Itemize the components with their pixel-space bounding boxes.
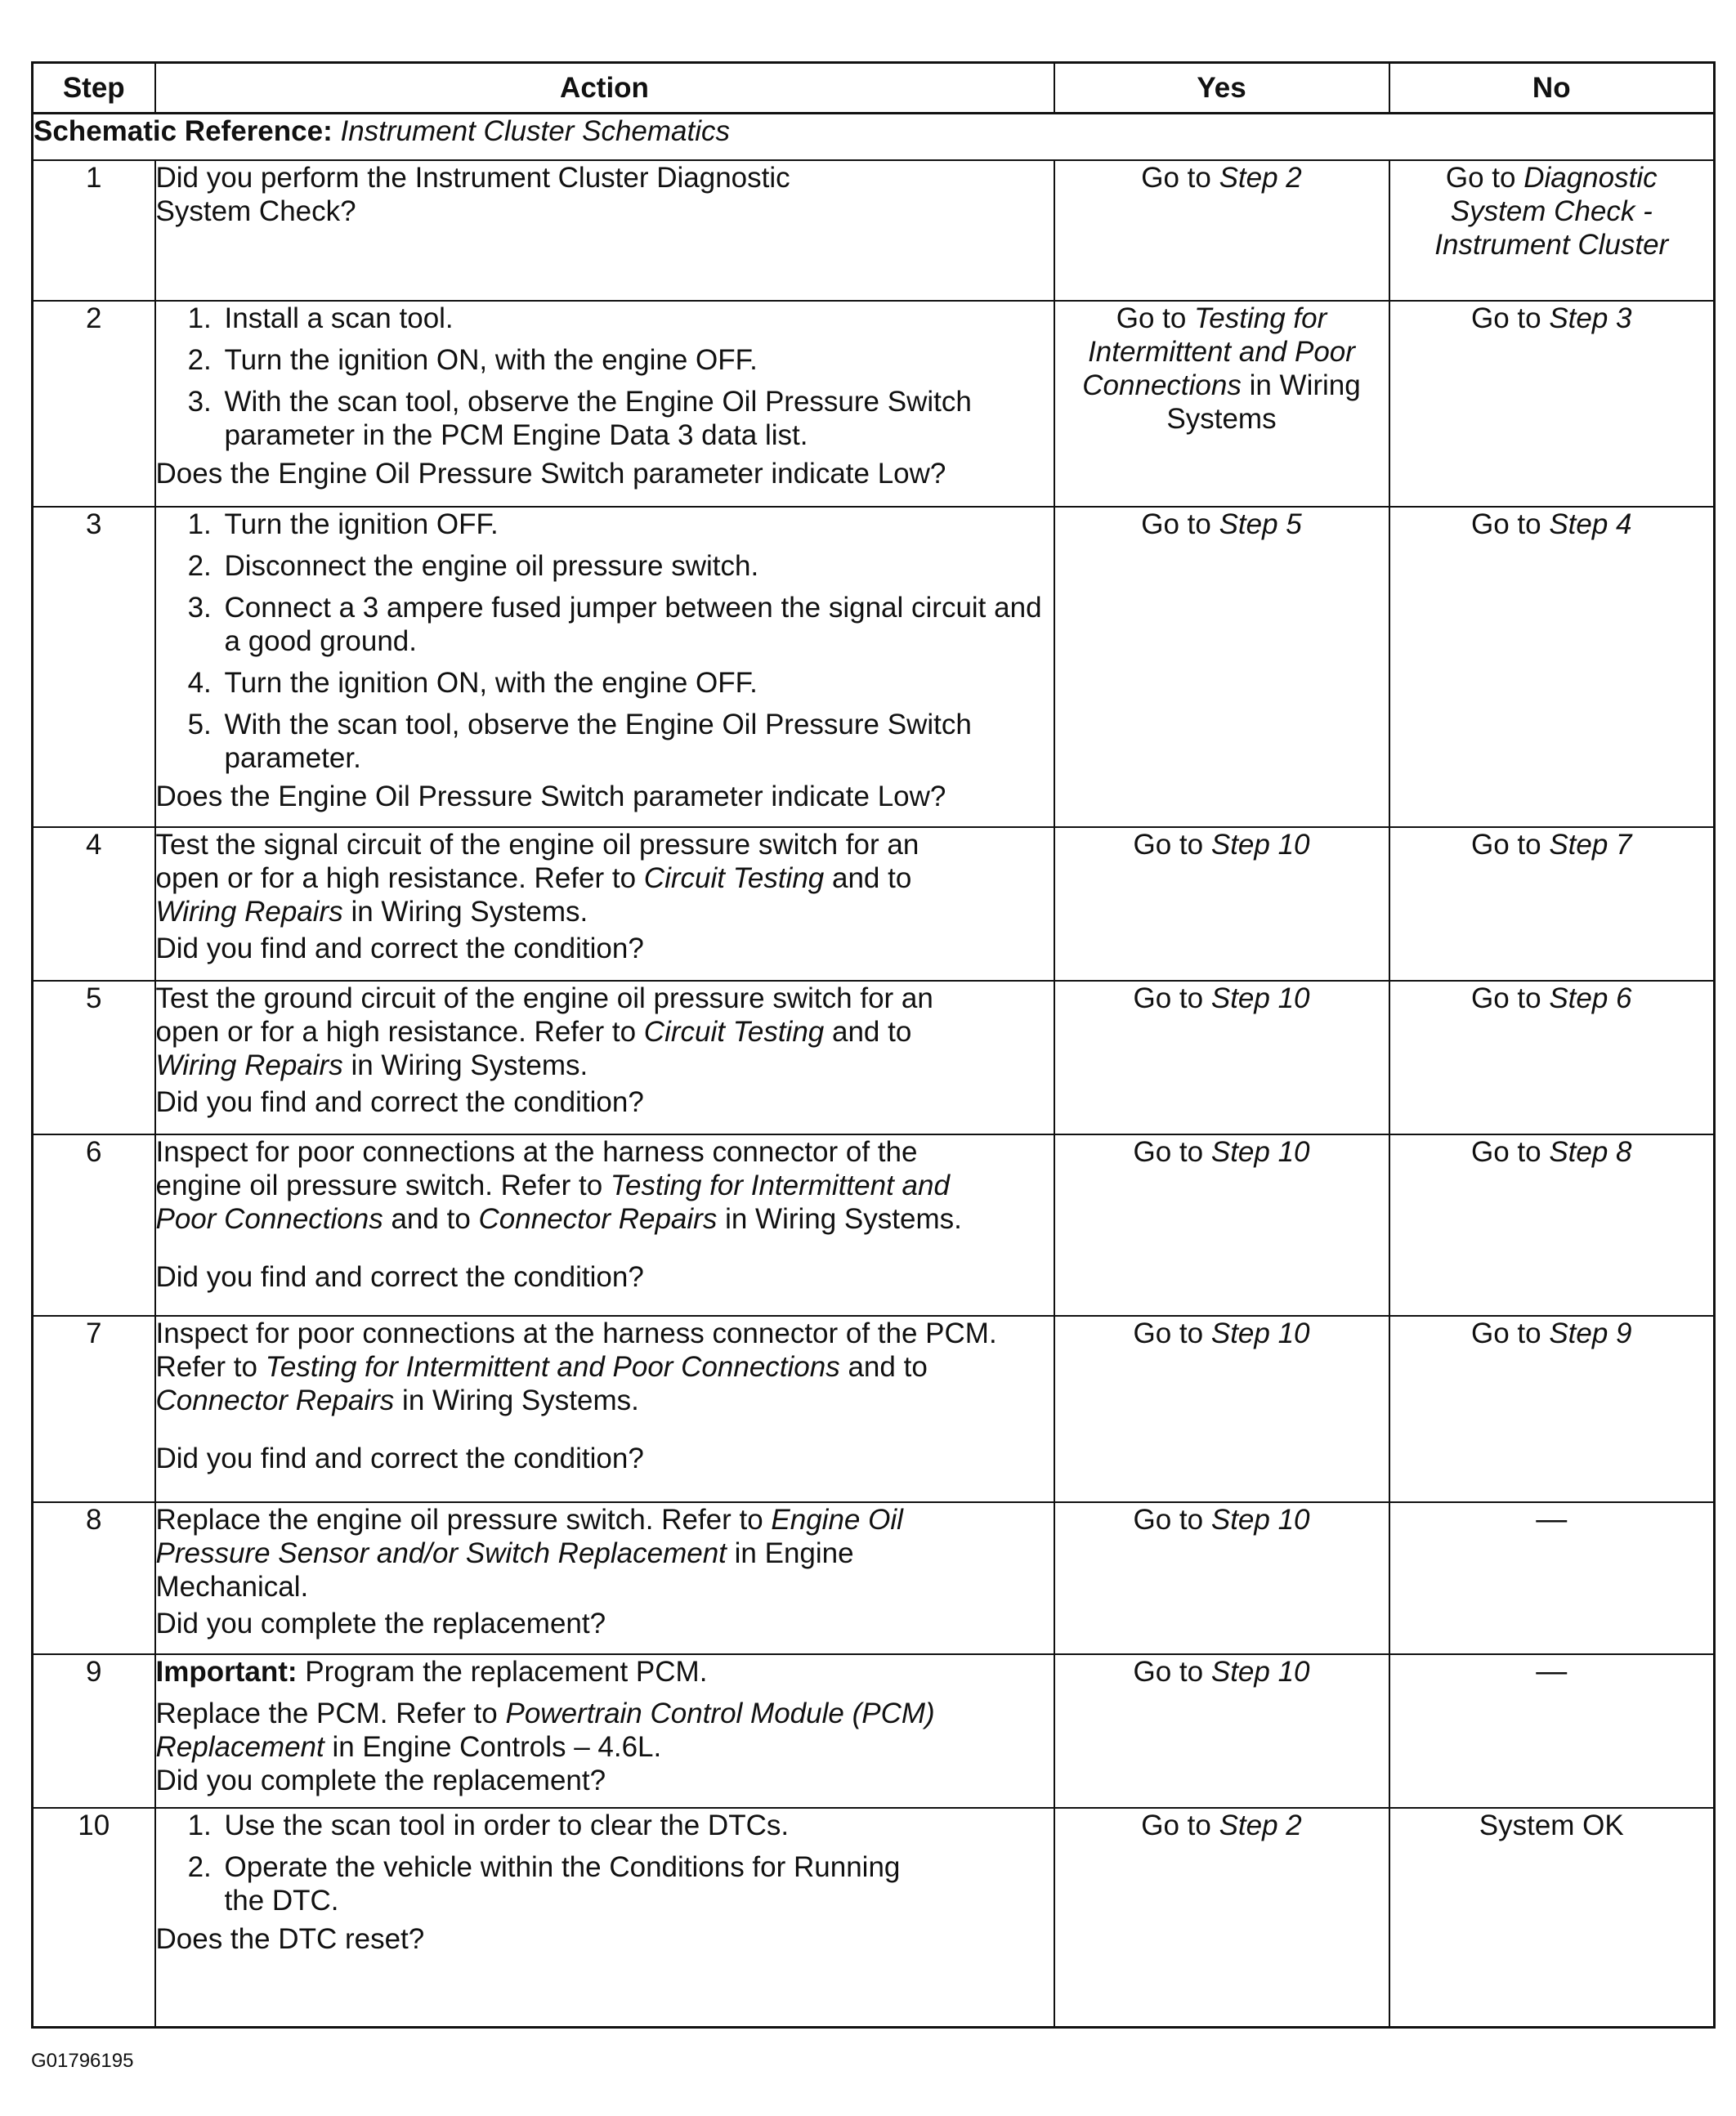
- yes-link[interactable]: Step 10: [1210, 982, 1310, 1014]
- no-cell: [1389, 160, 1715, 301]
- action-text: [156, 982, 973, 1082]
- schematic-reference-label: Schematic Reference:: [34, 115, 333, 147]
- table-row: [33, 507, 1715, 827]
- action-text: [156, 1697, 973, 1764]
- action-question: Did you complete the replacement?: [155, 1608, 606, 1640]
- action-step-item: 3. With the scan tool, observe the Engine Oil Pressure Switch parameter in the PCM Engine Data 3 data list.: [220, 385, 1054, 452]
- go-to-label: Go to: [1116, 302, 1187, 334]
- table-row: [33, 160, 1715, 301]
- action-step-item: 2. Operate the vehicle within the Conditions for Running the DTC.: [220, 1850, 944, 1917]
- action-text-part: and to: [391, 1203, 471, 1235]
- ref-link[interactable]: Engine Oil Pressure Sensor and/or Switch Replacement: [155, 1504, 903, 1569]
- go-to-label: Go to: [1133, 829, 1204, 861]
- action-cell: [155, 1654, 1054, 1808]
- step-number: 9: [33, 1654, 155, 1808]
- go-to-label: Go to: [1141, 1810, 1211, 1841]
- no-cell: [1389, 1502, 1715, 1654]
- action-steps: [156, 1809, 1037, 1917]
- action-text-part: in Wiring Systems.: [725, 1203, 962, 1235]
- yes-link[interactable]: Step 10: [1210, 1317, 1310, 1349]
- yes-cell: [1054, 507, 1389, 827]
- step-number: 6: [33, 1134, 155, 1316]
- action-text-part: and to: [832, 1016, 912, 1048]
- no-cell: [1389, 981, 1715, 1134]
- step-number: 10: [33, 1808, 155, 2027]
- action-cell: [155, 160, 1054, 301]
- action-step-item: 1. Turn the ignition OFF.: [220, 508, 1054, 541]
- action-text-part: in Wiring Systems.: [402, 1385, 639, 1416]
- action-text: [156, 828, 973, 928]
- action-cell: [155, 1502, 1054, 1654]
- ref-link[interactable]: Circuit Testing: [643, 862, 825, 894]
- ref-link[interactable]: Testing for Intermittent and Poor Connections: [155, 1170, 950, 1235]
- action-text-part: Inspect for poor connections at the harness connector of the engine oil pressure switch. Refer to: [155, 1136, 918, 1201]
- yes-cell: [1054, 827, 1389, 981]
- header-no: No: [1389, 63, 1715, 114]
- action-text-part: Test the signal circuit of the engine oil pressure switch for an open or for a high resistance. Refer to: [155, 829, 919, 894]
- no-cell: [1389, 507, 1715, 827]
- no-link[interactable]: Step 3: [1549, 302, 1632, 334]
- action-text: [156, 1135, 1006, 1236]
- no-link[interactable]: Step 6: [1549, 982, 1632, 1014]
- ref-link[interactable]: Testing for Intermittent and Poor Connections: [265, 1351, 840, 1383]
- no-value: —: [1536, 1654, 1568, 1689]
- table-row: [33, 1808, 1715, 2027]
- no-link[interactable]: Step 4: [1549, 508, 1632, 540]
- important-note: [156, 1655, 1054, 1689]
- action-question: Did you find and correct the condition?: [155, 1261, 644, 1293]
- go-to-label: Go to: [1133, 1504, 1204, 1536]
- go-to-label: Go to: [1133, 1656, 1204, 1688]
- header-action: Action: [155, 63, 1054, 114]
- header-yes: Yes: [1054, 63, 1389, 114]
- yes-link[interactable]: Step 2: [1219, 1810, 1302, 1841]
- go-to-label: Go to: [1141, 508, 1211, 540]
- action-text-part: in Engine Mechanical.: [155, 1537, 854, 1603]
- action-text-part: and to: [848, 1351, 928, 1383]
- go-to-label: Go to: [1470, 508, 1541, 540]
- go-to-label: Go to: [1470, 829, 1541, 861]
- no-link[interactable]: Step 9: [1549, 1317, 1632, 1349]
- action-steps: [156, 508, 1054, 775]
- action-question: Does the DTC reset?: [155, 1923, 425, 1955]
- important-label: Important:: [155, 1656, 298, 1688]
- important-text: Program the replacement PCM.: [305, 1656, 708, 1688]
- no-cell: [1389, 1134, 1715, 1316]
- no-cell: [1389, 1654, 1715, 1808]
- schematic-reference-value: Instrument Cluster Schematics: [340, 115, 731, 147]
- step-number: 1: [33, 160, 155, 301]
- action-question: Did you find and correct the condition?: [155, 1086, 644, 1118]
- go-to-label: Go to: [1470, 982, 1541, 1014]
- action-text-part: Inspect for poor connections at the harness connector of the PCM. Refer to: [155, 1317, 997, 1383]
- no-cell: [1389, 301, 1715, 507]
- diagnostic-table: [31, 61, 1716, 2029]
- no-link[interactable]: Diagnostic System Check - Instrument Cluster: [1434, 162, 1669, 261]
- table-row: [33, 1654, 1715, 1808]
- table-row: [33, 1316, 1715, 1502]
- no-value: —: [1536, 1502, 1568, 1537]
- yes-cell: [1054, 981, 1389, 1134]
- yes-link[interactable]: Step 10: [1210, 1504, 1310, 1536]
- step-number: 7: [33, 1316, 155, 1502]
- action-cell: [155, 1808, 1054, 2027]
- action-cell: [155, 827, 1054, 981]
- action-question: Did you complete the replacement?: [155, 1765, 606, 1796]
- spacer: [156, 1236, 1054, 1260]
- table-row: [33, 301, 1715, 507]
- go-to-label: Go to: [1470, 1136, 1541, 1168]
- action-text-part: Test the ground circuit of the engine oil pressure switch for an open or for a high resistance. Refer to: [155, 982, 933, 1048]
- no-cell: [1389, 1808, 1715, 2027]
- yes-link[interactable]: Testing for Intermittent and Poor Connections: [1082, 302, 1355, 401]
- go-to-label: Go to: [1470, 1317, 1541, 1349]
- figure-id: G01796195: [31, 2050, 134, 2072]
- yes-cell: [1054, 1134, 1389, 1316]
- yes-link[interactable]: Step 2: [1219, 162, 1302, 194]
- action-text-part: and to: [832, 862, 912, 894]
- action-cell: [155, 1134, 1054, 1316]
- ref-link[interactable]: Powertrain Control Module (PCM) Replacement: [155, 1698, 935, 1763]
- go-to-label: Go to: [1133, 1317, 1204, 1349]
- action-question: Did you find and correct the condition?: [155, 1443, 644, 1474]
- ref-link[interactable]: Connector Repairs: [478, 1203, 718, 1235]
- ref-link[interactable]: Connector Repairs: [155, 1385, 395, 1416]
- action-text-part: in Wiring Systems.: [351, 896, 588, 928]
- action-text: [156, 1317, 1006, 1417]
- step-number: 4: [33, 827, 155, 981]
- no-cell: [1389, 827, 1715, 981]
- yes-cell: [1054, 1502, 1389, 1654]
- yes-link[interactable]: Step 10: [1210, 1136, 1310, 1168]
- yes-cell: [1054, 301, 1389, 507]
- action-text-part: Replace the PCM. Refer to: [155, 1698, 498, 1729]
- action-step-item: 5. With the scan tool, observe the Engine Oil Pressure Switch parameter.: [220, 708, 1054, 775]
- action-step-item: 1. Install a scan tool.: [220, 302, 1054, 335]
- no-cell: [1389, 1316, 1715, 1502]
- no-link[interactable]: Step 8: [1549, 1136, 1632, 1168]
- action-step-item: 3. Connect a 3 ampere fused jumper between the signal circuit and a good ground.: [220, 591, 1054, 658]
- ref-link[interactable]: Wiring Repairs: [155, 896, 343, 928]
- schematic-reference-row: [33, 114, 1715, 161]
- action-text-part: Replace the engine oil pressure switch. Refer to: [155, 1504, 763, 1536]
- table-row: [33, 1134, 1715, 1316]
- action-step-item: 1. Use the scan tool in order to clear the DTCs.: [220, 1809, 1037, 1842]
- yes-cell: [1054, 1316, 1389, 1502]
- action-text-part: in Wiring Systems.: [351, 1049, 588, 1081]
- action-text: Did you perform the Instrument Cluster Diagnostic System Check?: [155, 162, 790, 227]
- step-number: 5: [33, 981, 155, 1134]
- spacer: [156, 1417, 1054, 1442]
- action-cell: [155, 507, 1054, 827]
- action-question: Does the Engine Oil Pressure Switch parameter indicate Low?: [155, 458, 946, 490]
- go-to-label: Go to: [1470, 302, 1541, 334]
- action-question: Did you find and correct the condition?: [155, 933, 644, 964]
- go-to-label: Go to: [1133, 1136, 1204, 1168]
- step-number: 8: [33, 1502, 155, 1654]
- action-text: [156, 1503, 973, 1604]
- ref-link[interactable]: Circuit Testing: [643, 1016, 825, 1048]
- go-to-label: Go to: [1141, 162, 1211, 194]
- go-to-label: Go to: [1445, 162, 1516, 194]
- action-steps: [156, 302, 1054, 452]
- yes-link[interactable]: Step 10: [1210, 829, 1310, 861]
- no-value: System OK: [1479, 1810, 1624, 1841]
- no-link[interactable]: Step 7: [1549, 829, 1632, 861]
- action-step-item: 4. Turn the ignition ON, with the engine OFF.: [220, 666, 1054, 700]
- table-row: [33, 827, 1715, 981]
- action-step-item: 2. Turn the ignition ON, with the engine OFF.: [220, 343, 1054, 377]
- action-cell: [155, 1316, 1054, 1502]
- action-cell: [155, 981, 1054, 1134]
- action-text-part: in Engine Controls – 4.6L.: [332, 1731, 662, 1763]
- table-row: [33, 1502, 1715, 1654]
- ref-link[interactable]: Wiring Repairs: [155, 1049, 343, 1081]
- schematic-reference: [33, 114, 1715, 161]
- step-number: 3: [33, 507, 155, 827]
- yes-suffix: in Wiring Systems: [1166, 369, 1361, 435]
- action-step-item: 2. Disconnect the engine oil pressure switch.: [220, 549, 1054, 583]
- yes-link[interactable]: Step 5: [1219, 508, 1302, 540]
- yes-cell: [1054, 160, 1389, 301]
- yes-cell: [1054, 1654, 1389, 1808]
- step-number: 2: [33, 301, 155, 507]
- action-question: Does the Engine Oil Pressure Switch parameter indicate Low?: [155, 781, 946, 812]
- action-cell: [155, 301, 1054, 507]
- go-to-label: Go to: [1133, 982, 1204, 1014]
- header-row: [33, 63, 1715, 114]
- yes-cell: [1054, 1808, 1389, 2027]
- table-row: [33, 981, 1715, 1134]
- header-step: Step: [33, 63, 155, 114]
- yes-link[interactable]: Step 10: [1210, 1656, 1310, 1688]
